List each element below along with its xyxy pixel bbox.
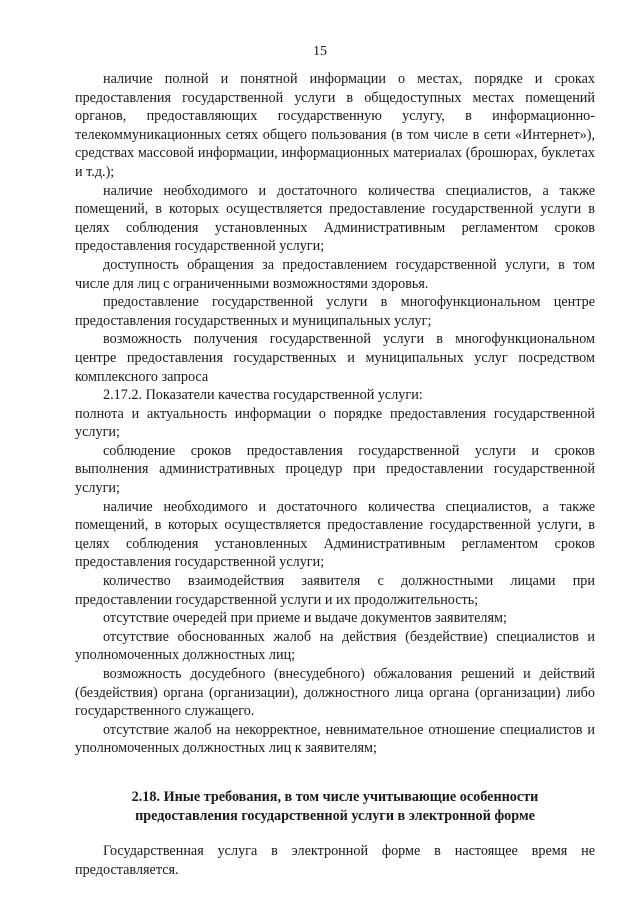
paragraph-pretrial-appeal: возможность досудебного (внесудебного) обжалования решений и действий (бездействия) органа (организации), должностного лица органа (организации) либо государственного служащего.: [75, 666, 595, 720]
paragraph-interactions-count: количество взаимодействия заявителя с должностными лицами при предоставлении государственной услуги и их продолжительность;: [75, 573, 595, 608]
paragraph-electronic-form: Государственная услуга в электронной форме в настоящее время не предоставляется.: [75, 842, 595, 878]
section-heading-2-18: [75, 788, 595, 826]
paragraph-info-availability: наличие полной и понятной информации о местах, порядке и сроках предоставления государственной услуги в общедоступных местах помещений органов, предоставляющих государственную услугу, в информационно-телекоммуникационных сетях общего пользования (в том числе в сети «Интернет»), средствах массовой информации, информационных материалах (брошюрах, буклетах и т.д.);: [75, 71, 595, 180]
section-heading-line-2: предоставления государственной услуги в электронной форме: [135, 807, 535, 824]
paragraph-specialists-premises: наличие необходимого и достаточного количества специалистов, а также помещений, в которых осуществляется предоставление государственной услуги в целях соблюдения установленных Административным регламентом сроков предоставления государственной услуги;: [75, 182, 595, 255]
paragraph-info-completeness: полнота и актуальность информации о порядке предоставления государственной услуги;: [75, 405, 595, 441]
paragraph-mfc-complex-request: возможность получения государственной услуги в многофункциональном центре предоставления государственных и муниципальных услуг посредством комплексного запроса: [75, 331, 595, 385]
paragraph-accessibility: доступность обращения за предоставлением государственной услуги, в том числе для лиц с ограниченными возможностями здоровья.: [75, 256, 595, 292]
paragraph-mfc-provision: предоставление государственной услуги в многофункциональном центре предоставления государственных и муниципальных услуг;: [75, 294, 595, 329]
paragraph-no-queues: отсутствие очередей при приеме и выдаче документов заявителям;: [103, 610, 507, 627]
paragraph-specialists-sufficiency: наличие необходимого и достаточного количества специалистов, а также помещений, в которых осуществляется предоставление государственной услуги, в целях соблюдения установленных Административным регламентом сроков предоставления государственной услуги;: [75, 498, 595, 571]
paragraph-deadlines: соблюдение сроков предоставления государственной услуги и сроков выполнения административных процедур при предоставлении государственной услуги;: [75, 442, 595, 497]
paragraph-quality-indicators-title: 2.17.2. Показатели качества государственной услуги:: [103, 387, 423, 404]
section-heading-line-1: 2.18. Иные требования, в том числе учитывающие особенности: [131, 788, 539, 805]
paragraph-no-incorrect-attitude: отсутствие жалоб на некорректное, невнимательное отношение специалистов и уполномоченных должностных лиц к заявителям;: [75, 721, 595, 757]
paragraph-no-complaints: отсутствие обоснованных жалоб на действия (бездействие) специалистов и уполномоченных должностных лиц;: [75, 628, 595, 664]
page-number: 15: [313, 44, 327, 59]
document-body: [75, 70, 595, 879]
